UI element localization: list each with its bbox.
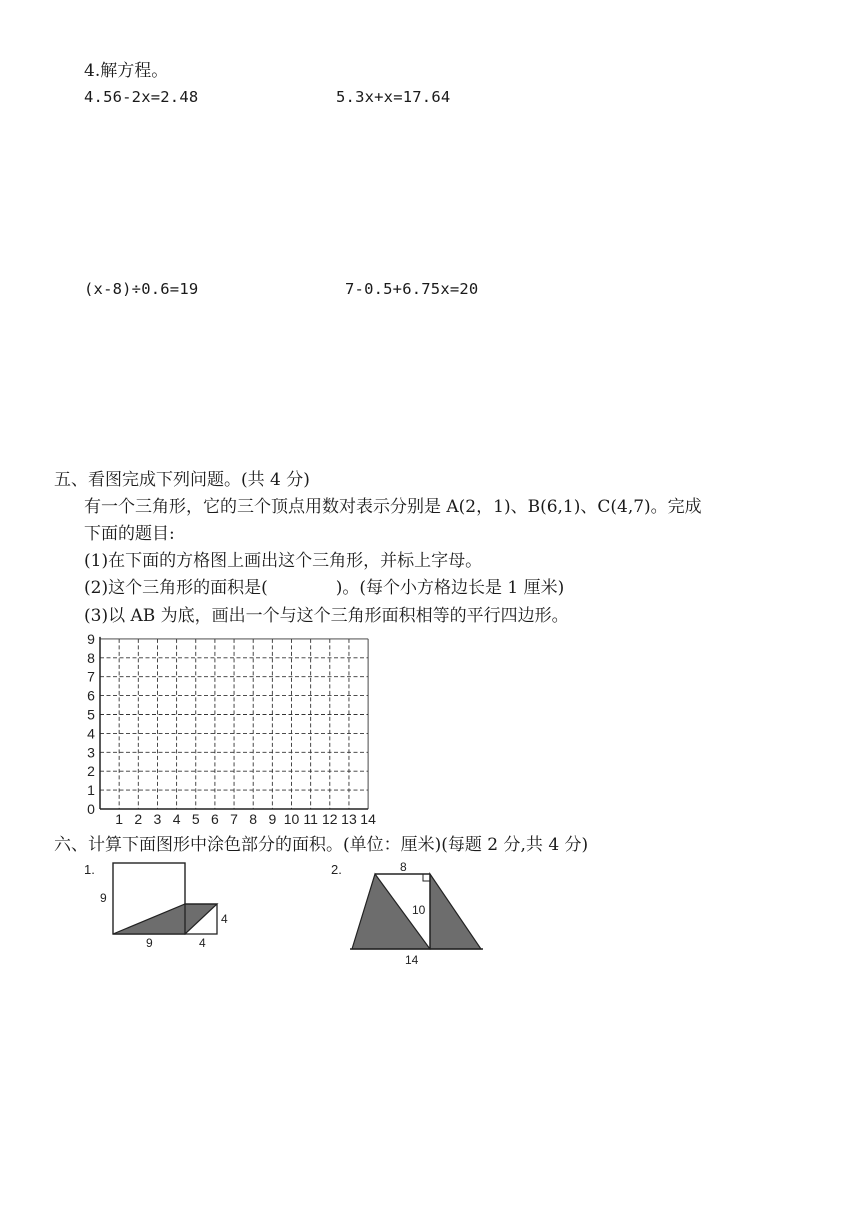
- y-tick-label: 3: [87, 744, 95, 761]
- figure-2-right-angle-mark: [423, 874, 430, 881]
- figure-2-label-top: 8: [400, 860, 407, 874]
- figure-2-number: 2.: [331, 862, 342, 877]
- figure-2: [326, 858, 496, 968]
- y-tick-label: 6: [87, 687, 95, 704]
- section5-question-3: (3)以 AB 为底，画出一个与这个三角形面积相等的平行四边形。: [84, 606, 569, 626]
- x-tick-label: 2: [134, 811, 143, 827]
- section5-heading: 五、看图完成下列问题。(共 4 分): [54, 470, 310, 490]
- equation-4: 7-0.5+6.75x=20: [345, 280, 479, 298]
- y-tick-label: 8: [87, 649, 95, 666]
- figure-1-number: 1.: [84, 862, 95, 877]
- y-tick-label: 1: [87, 782, 95, 799]
- section4-heading: 4.解方程。: [84, 61, 169, 81]
- figure-1: [80, 858, 260, 958]
- x-tick-label: 10: [283, 811, 300, 827]
- y-tick-label: 4: [87, 725, 95, 742]
- figure-2-shaded-right: [430, 874, 481, 949]
- figure-2-label-base: 14: [405, 953, 419, 967]
- y-tick-label: 7: [87, 668, 95, 685]
- figure-1-label-right: 4: [221, 912, 228, 926]
- equation-3: (x-8)÷0.6=19: [84, 280, 199, 298]
- x-tick-label: 5: [191, 811, 200, 827]
- x-tick-label: 12: [322, 811, 338, 827]
- section5-question-2: (2)这个三角形的面积是( )。(每个小方格边长是 1 厘米): [84, 578, 565, 598]
- y-tick-label: 0: [87, 801, 95, 817]
- figure-1-label-left: 9: [100, 891, 107, 905]
- section6-heading: 六、计算下面图形中涂色部分的面积。(单位：厘米)(每题 2 分,共 4 分): [54, 835, 589, 855]
- coordinate-grid: [84, 630, 394, 828]
- x-tick-label: 8: [249, 811, 258, 827]
- y-tick-label: 2: [87, 763, 95, 780]
- x-tick-label: 11: [303, 811, 318, 827]
- x-tick-label: 9: [268, 811, 277, 827]
- x-tick-label: 14: [360, 811, 376, 827]
- equation-1: 4.56-2x=2.48: [84, 88, 199, 106]
- section5-intro-line2: 下面的题目:: [84, 524, 175, 544]
- section5-question-1: (1)在下面的方格图上画出这个三角形，并标上字母。: [84, 551, 483, 571]
- figure-2-label-height: 10: [412, 903, 426, 917]
- y-tick-label: 5: [87, 706, 95, 723]
- y-tick-label: 9: [87, 630, 95, 647]
- x-tick-label: 1: [115, 811, 124, 827]
- equation-2: 5.3x+x=17.64: [336, 88, 451, 106]
- figure-1-label-bottom: 9: [146, 936, 153, 950]
- figure-1-label-bottom-small: 4: [199, 936, 206, 950]
- x-tick-label: 3: [153, 811, 162, 827]
- x-tick-label: 4: [172, 811, 181, 827]
- x-tick-label: 6: [211, 811, 219, 827]
- section5-intro-line1: 有一个三角形，它的三个顶点用数对表示分别是 A(2，1)、B(6,1)、C(4,7)。完成: [84, 497, 702, 517]
- x-tick-label: 7: [230, 811, 238, 827]
- figure-1-shaded-parallelogram: [113, 904, 217, 934]
- x-tick-label: 13: [341, 811, 357, 827]
